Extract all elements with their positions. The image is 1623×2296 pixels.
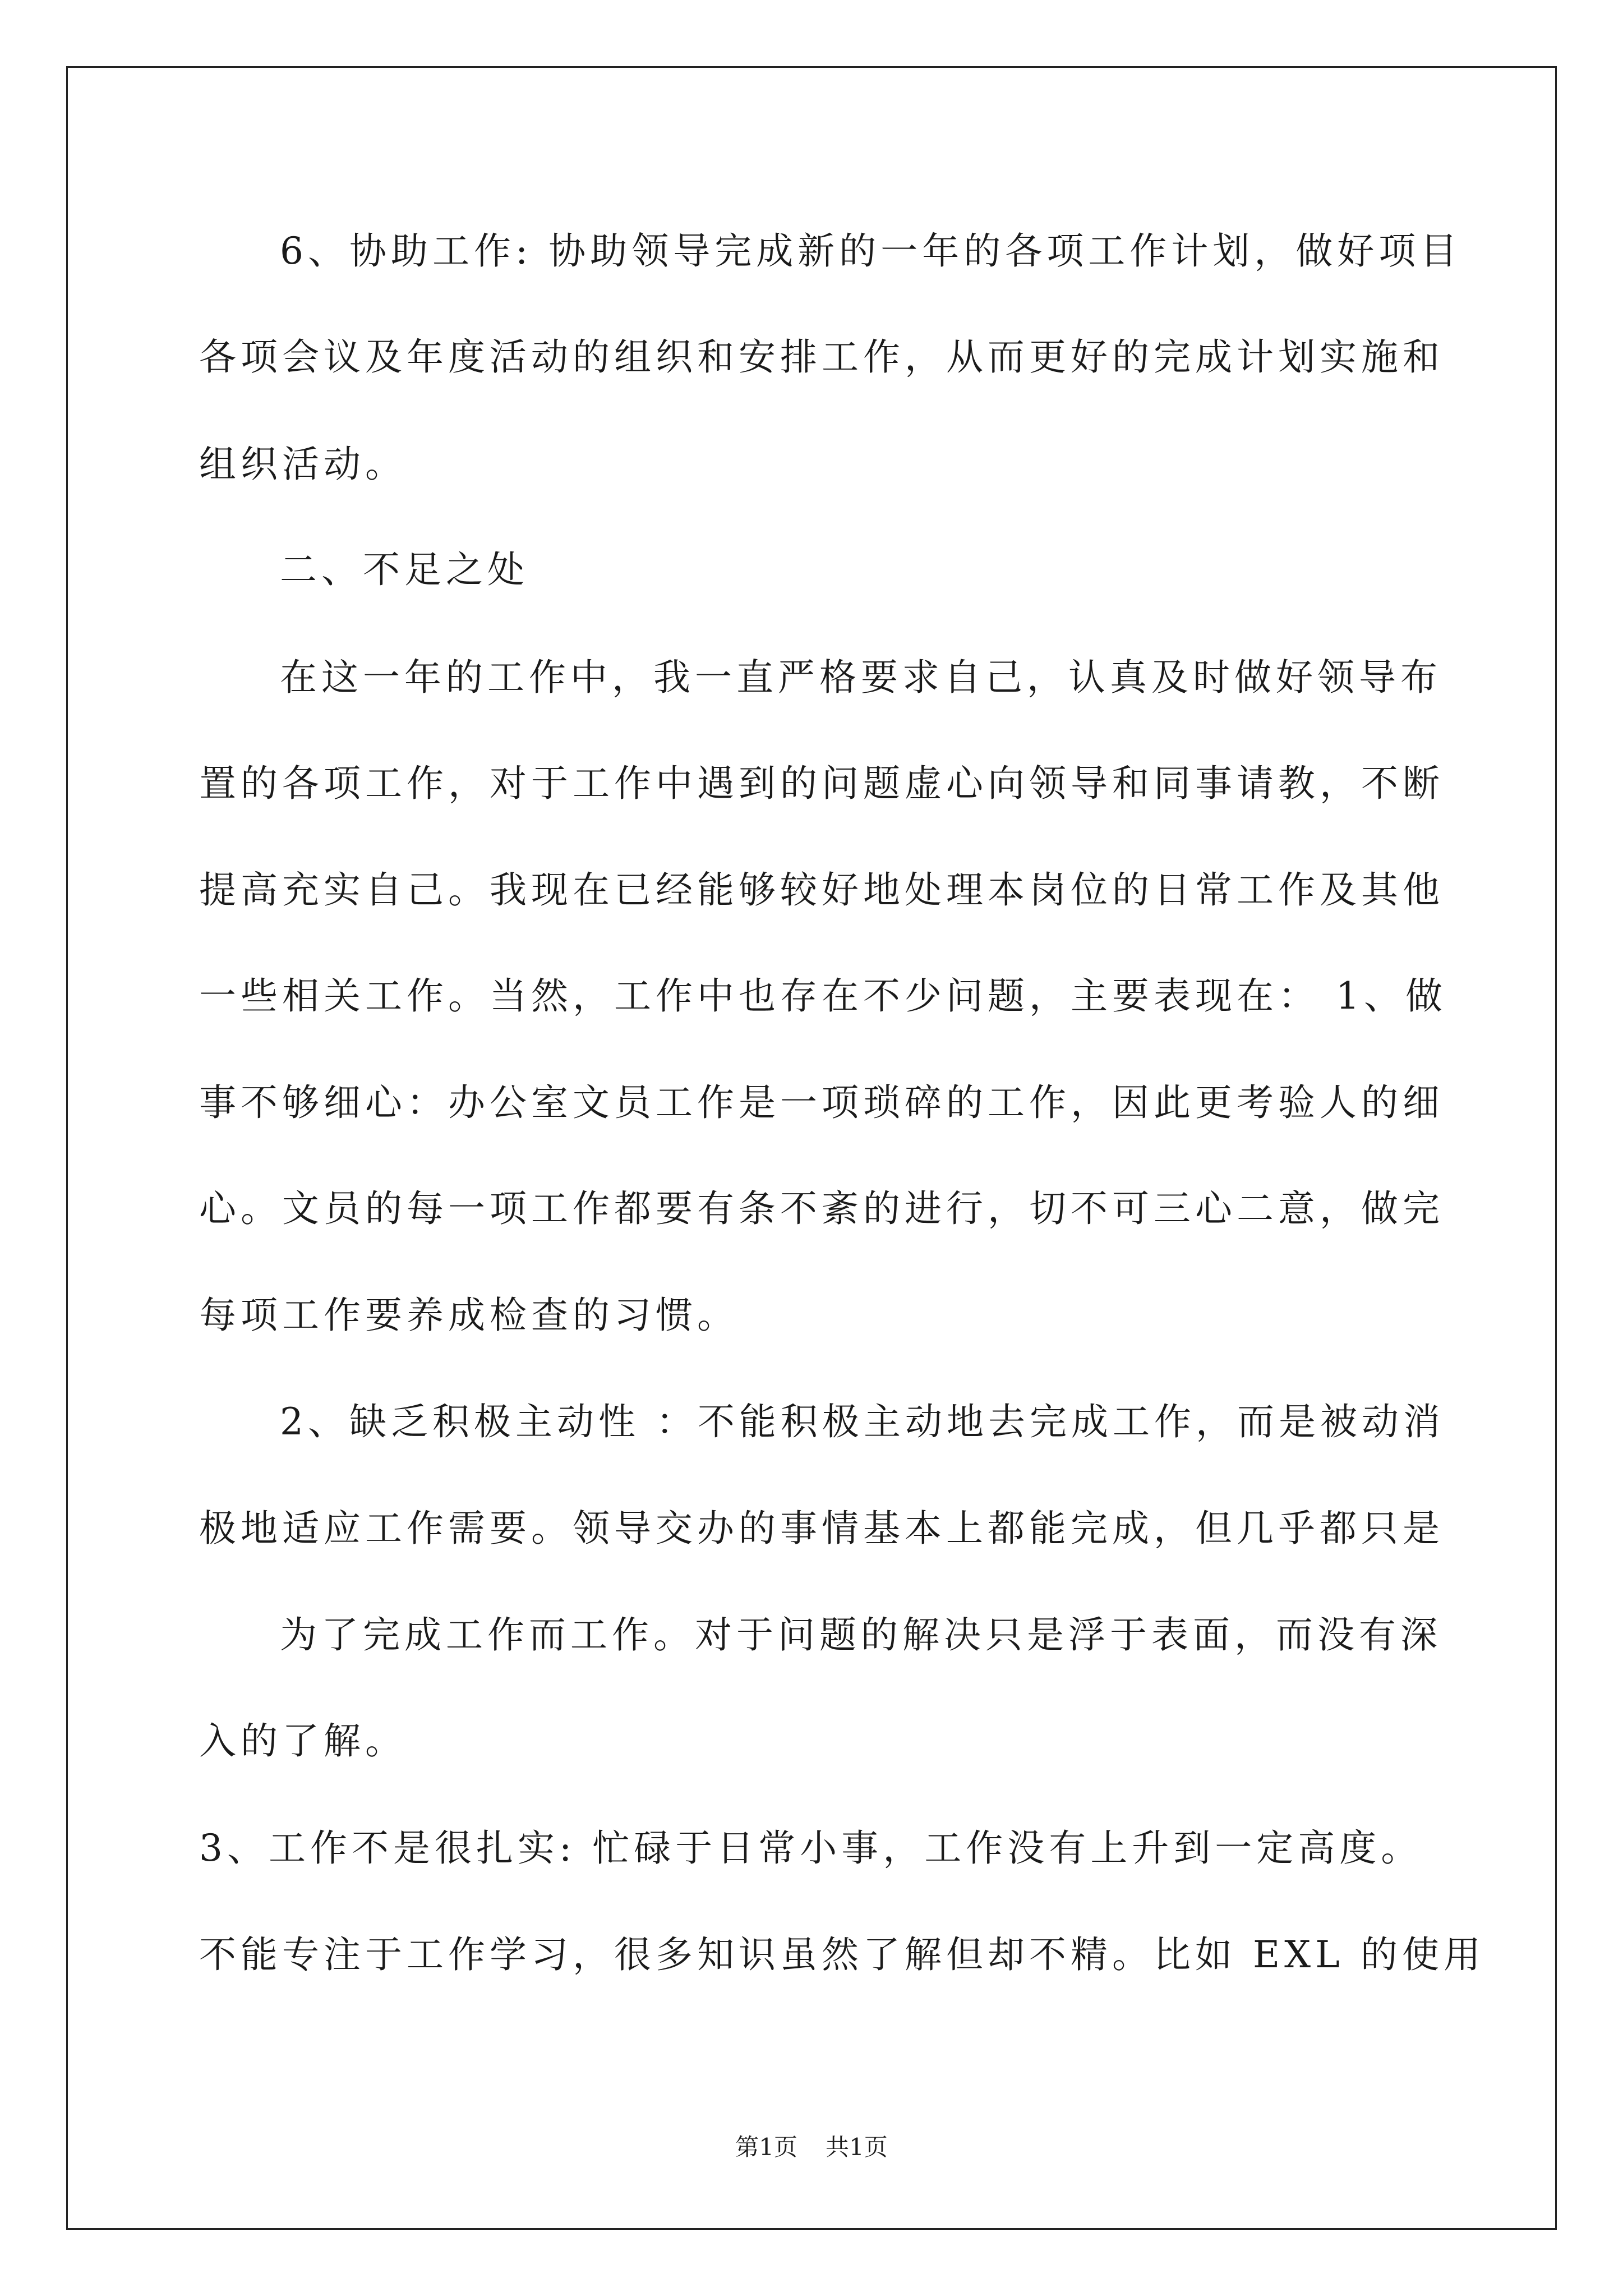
paragraph-line: 每项工作要养成检查的习惯。 bbox=[199, 1294, 739, 1337]
paragraph-line: 心。文员的每一项工作都要有条不紊的进行，切不可三心二意，做完 bbox=[199, 1187, 1444, 1230]
paragraph-line: 提高充实自己。我现在已经能够较好地处理本岗位的日常工作及其他 bbox=[199, 868, 1444, 912]
paragraph-line: 2、缺乏积极主动性 ：不能积极主动地去完成工作，而是被动消 bbox=[280, 1400, 1445, 1443]
paragraph-line: 在这一年的工作中，我一直严格要求自己，认真及时做好领导布 bbox=[280, 656, 1442, 699]
paragraph-line: 入的了解。 bbox=[199, 1719, 407, 1763]
paragraph-line: 3、工作不是很扎实: 忙碌于日常小事，工作没有上升到一定高度。 bbox=[199, 1826, 1423, 1870]
page-frame bbox=[66, 66, 1557, 2230]
page-total: 共1页 bbox=[826, 2133, 888, 2161]
paragraph-line: 不能专注于工作学习，很多知识虽然了解但却不精。比如 EXL 的使用 bbox=[199, 1933, 1485, 1976]
paragraph-line: 各项会议及年度活动的组织和安排工作，从而更好的完成计划实施和 bbox=[199, 335, 1444, 379]
page-footer bbox=[0, 2133, 1623, 2161]
paragraph-line: 极地适应工作需要。领导交办的事情基本上都能完成，但几乎都只是 bbox=[199, 1507, 1444, 1550]
section-heading: 二、不足之处 bbox=[280, 548, 529, 591]
paragraph-line: 为了完成工作而工作。对于问题的解决只是浮于表面，而没有深 bbox=[280, 1613, 1442, 1657]
paragraph-line: 一些相关工作。当然，工作中也存在不少问题，主要表现在： 1、做 bbox=[199, 974, 1447, 1018]
paragraph-line: 置的各项工作，对于工作中遇到的问题虚心向领导和同事请教，不断 bbox=[199, 762, 1444, 805]
paragraph-line: 组织活动。 bbox=[199, 443, 407, 486]
paragraph-line: 事不够细心：办公室文员工作是一项琐碎的工作，因此更考验人的细 bbox=[199, 1081, 1444, 1124]
paragraph-line: 6、协助工作: 协助领导完成新的一年的各项工作计划，做好项目 bbox=[280, 229, 1462, 273]
page-number: 第1页 bbox=[735, 2133, 797, 2161]
